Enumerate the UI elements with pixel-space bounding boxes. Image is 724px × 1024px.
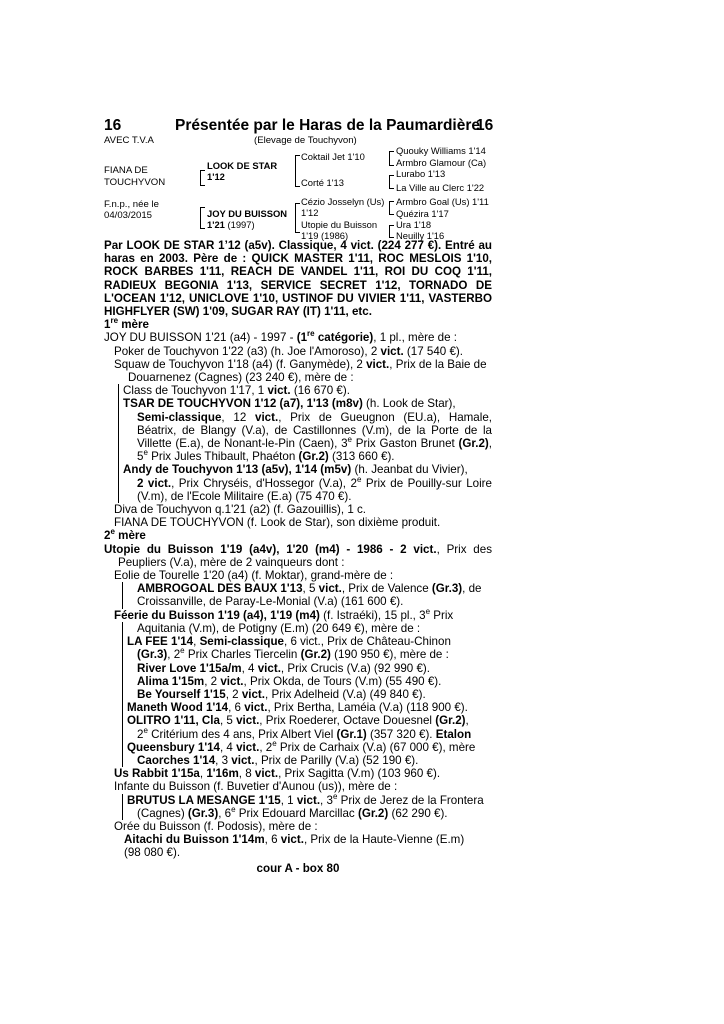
brutus-j: (Gr.2) bbox=[357, 806, 389, 820]
class-c: (16 670 €). bbox=[290, 384, 350, 398]
olitro-k: Etalon bbox=[435, 727, 472, 741]
tsar-d7: , 5 bbox=[137, 437, 492, 464]
olitro-g: 2 bbox=[137, 727, 144, 741]
brutus-g: (Gr.3) bbox=[187, 806, 219, 820]
tsar-d2: , 12 bbox=[221, 410, 256, 424]
tsar-d4: , Prix de Gueugnon (EU.a), Hamale, Béatrix, de Blangy (V.a), de Castillonnes (V.m), de la Porte de la Villette (E.a), de Nonant-le-Pin (Caen), 3 bbox=[137, 410, 493, 451]
ambro-f: , de bbox=[462, 582, 482, 596]
usr-a: Us Rabbit 1'15a bbox=[114, 767, 200, 781]
ggp-1: Quouky Williams 1'14 bbox=[396, 145, 486, 156]
olitro-b: , 5 bbox=[219, 714, 237, 728]
produce-ambrogoal bbox=[127, 582, 492, 595]
feerie-a: Féerie du Buisson 1'19 (a4), 1'19 (m4) bbox=[114, 608, 320, 622]
olitro-i: (Gr.1) bbox=[336, 727, 367, 741]
queen-d: , 2 bbox=[259, 740, 273, 754]
produce-usrabbit bbox=[104, 767, 492, 780]
andy-d1: 2 vict. bbox=[137, 476, 172, 490]
maneth-d: , Prix Bertha, Laméia (V.a) (118 900 €). bbox=[267, 701, 468, 715]
andy-sup: e bbox=[356, 474, 362, 484]
river-b: , 4 bbox=[241, 661, 258, 675]
tsar-b: (h. Look de Star), bbox=[362, 397, 456, 411]
gg-bracket-4 bbox=[389, 225, 394, 238]
lot-number-right: 16 bbox=[476, 117, 494, 134]
dam-parents-bracket bbox=[295, 203, 300, 233]
produce-tsar-details bbox=[123, 411, 492, 464]
caor-c: vict. bbox=[231, 753, 255, 767]
sire-record: 1'12 bbox=[207, 171, 225, 182]
dam-dam: Utopie du Buisson bbox=[301, 219, 378, 230]
alima-a: Alima 1'15m bbox=[137, 674, 205, 688]
tsar-d5: Prix Gaston Brunet bbox=[352, 437, 459, 451]
tsar-a: TSAR DE TOUCHYVON 1'12 (a7), 1'13 (m8v) bbox=[123, 397, 363, 411]
lafee-d: , 6 vict., Prix de Château-Chinon bbox=[284, 635, 451, 649]
andy-a: Andy de Touchyvon 1'13 (a5v), 1'14 (m5v) bbox=[123, 463, 352, 477]
produce-olitro bbox=[127, 714, 492, 727]
first-dam-heading bbox=[104, 318, 492, 331]
caor-a: Caorches 1'14 bbox=[137, 753, 216, 767]
olitro-d: , Prix Roederer, Octave Douesnel bbox=[259, 714, 436, 728]
ggp-7: Ura 1'18 bbox=[396, 219, 432, 230]
bey-b: , 2 bbox=[225, 687, 242, 701]
andy-b: (h. Jeanbat du Vivier), bbox=[351, 463, 468, 477]
horse-birthdate: 04/03/2015 bbox=[104, 210, 153, 221]
box-location: cour A - box 80 bbox=[256, 861, 340, 875]
dam-line-d: , 1 pl., mère de : bbox=[373, 331, 458, 345]
produce-oree: Orée du Buisson (f. Podosis), mère de : bbox=[114, 819, 318, 833]
feerie-c: Prix bbox=[430, 608, 454, 622]
second-dam-num: 2 bbox=[104, 529, 111, 543]
produce-beyourself bbox=[127, 688, 492, 701]
dam-record bbox=[207, 219, 255, 230]
poker-c: (17 540 €). bbox=[403, 344, 463, 358]
produce-squaw bbox=[104, 358, 492, 384]
dam-line-c: catégorie) bbox=[314, 331, 374, 345]
first-dam-word: mère bbox=[121, 318, 149, 332]
river-a: River Love 1'15a/m bbox=[137, 661, 242, 675]
caor-b: , 3 bbox=[215, 753, 232, 767]
lafee-e: (Gr.3) bbox=[137, 648, 168, 662]
produce-aitachi bbox=[104, 833, 492, 846]
produce-queensbury bbox=[127, 738, 492, 754]
produce-feerie-2: Aquitania (V.m), de Potigny (E.m) (20 649 €), mère de : bbox=[137, 621, 421, 635]
aita-c: vict. bbox=[280, 833, 304, 847]
tsar-sup: e bbox=[347, 435, 352, 445]
produce-poker bbox=[104, 345, 492, 358]
usr-c: 1'16m bbox=[206, 767, 239, 781]
alima-c: vict. bbox=[220, 674, 244, 688]
olitro-j: (357 320 €). bbox=[366, 727, 436, 741]
queen-b: , 4 bbox=[219, 740, 237, 754]
brutus-a: BRUTUS LA MESANGE 1'15 bbox=[127, 793, 281, 807]
lafee-b: , bbox=[193, 635, 200, 649]
produce-diva: Diva de Touchyvon q.1'21 (a2) (f. Gazouillis), 1 c. bbox=[114, 503, 367, 517]
lafee-i: (190 950 €), mère de : bbox=[330, 648, 449, 662]
squaw-a: Squaw de Touchyvon 1'18 (a4) (f. Ganymède), 2 bbox=[114, 357, 367, 371]
class-b: vict. bbox=[267, 384, 291, 398]
dam-line-b: (1 bbox=[296, 331, 308, 345]
lafee-f: , 2 bbox=[167, 648, 181, 662]
utopie-a: Utopie du Buisson 1'19 (a4v), 1'20 (m4) - 1986 - 2 vict. bbox=[104, 542, 437, 556]
brutus-h: , 6 bbox=[218, 806, 232, 820]
brutus-i: Prix Edouard Marcillac bbox=[235, 806, 358, 820]
aita-a: Aitachi du Buisson 1'14m bbox=[124, 833, 265, 847]
produce-brutus-2 bbox=[127, 804, 492, 820]
brutus-k: (62 290 €). bbox=[388, 806, 448, 820]
gg-bracket-2 bbox=[389, 175, 394, 189]
produce-maneth bbox=[127, 701, 492, 714]
sire-paragraph: Par LOOK DE STAR 1’12 (a5v). Classique, 4 vict. (224 277 €). Entré au haras en 2003. Père de : QUICK MASTER 1'11, ROC MESLOIS 1'10, ROCK BARBES 1'11, REACH DE VANDEL 1'11, ROI DU COQ 1'11, RADIEUX BEGONIA 1'13, SERVICE SECRET 1'12, TORNADO DE L'OCEAN 1'12, UNICLOVE 1'10, USTINOF DU VIVIER 1'11, VASTERBO HIGHFLYER (SW) 1'09, SUGAR RAY (IT) 1'11, etc. bbox=[104, 239, 492, 319]
tsar-d9: (Gr.2) bbox=[298, 450, 329, 464]
ambro-e: (Gr.3) bbox=[431, 582, 463, 596]
produce-olitro-2 bbox=[127, 725, 492, 741]
queen-c: vict. bbox=[236, 740, 260, 754]
produce-class bbox=[123, 384, 492, 397]
alima-d: , Prix Okda, de Tours (V.m) (55 490 €). bbox=[243, 674, 442, 688]
squaw-b: vict. bbox=[366, 357, 390, 371]
dam-dam-time: 1'19 (1986) bbox=[301, 230, 349, 241]
sire-parents-bracket bbox=[295, 155, 300, 187]
utopie-b: , Prix des Peupliers (V.a), mère de 2 vainqueurs dont : bbox=[118, 542, 492, 569]
olitro-f: , bbox=[465, 714, 469, 728]
horse-name-line1: FIANA DE bbox=[104, 165, 148, 176]
dam-name: JOY DU BUISSON bbox=[207, 208, 288, 219]
sire-dam: Corté 1'13 bbox=[301, 177, 344, 188]
gg-bracket-3 bbox=[389, 201, 394, 215]
maneth-b: , 6 bbox=[228, 701, 245, 715]
dam-sire: Cézio Josselyn (Us) bbox=[301, 196, 385, 207]
ambro-b: , 5 bbox=[302, 582, 319, 596]
produce-eolie: Eolie de Tourelle 1'20 (a4) (f. Moktar), grand-mère de : bbox=[114, 569, 394, 583]
first-dam-sup: re bbox=[110, 316, 119, 326]
class-a: Class de Touchyvon 1'17, 1 bbox=[123, 384, 268, 398]
page-title: Présentée par le Haras de la Paumardière bbox=[175, 117, 480, 134]
ggp-6: Quézira 1'17 bbox=[396, 208, 449, 219]
ambro-a: AMBROGOAL DES BAUX 1'13 bbox=[137, 582, 303, 596]
produce-ambrogoal-2: Croissanville, de Paray-Le-Monial (V.a) (161 600 €). bbox=[137, 595, 404, 609]
river-d: , Prix Crucis (V.a) (92 990 €). bbox=[280, 661, 430, 675]
ggp-5: Armbro Goal (Us) 1'11 bbox=[396, 196, 489, 207]
gg-bracket-1 bbox=[389, 151, 394, 166]
poker-b: vict. bbox=[380, 344, 404, 358]
feerie-produce-block bbox=[122, 622, 492, 767]
ambro-d: , Prix de Valence bbox=[341, 582, 432, 596]
produce-brutus bbox=[127, 791, 492, 807]
olitro-sup: e bbox=[143, 725, 148, 735]
tsar-sup2: e bbox=[143, 448, 148, 458]
queen-e: Prix de Carhaix (V.a) (67 000 €), mère bbox=[276, 740, 476, 754]
brutus-c: vict. bbox=[296, 793, 321, 807]
dam-record-time: 1'21 bbox=[207, 219, 225, 230]
tsar-d10: (313 660 €). bbox=[328, 450, 395, 464]
sire-sire: Coktail Jet 1'10 bbox=[301, 151, 365, 162]
dam-line-sup: re bbox=[307, 329, 315, 339]
usr-f: , Prix Sagitta (V.m) (103 960 €). bbox=[278, 767, 441, 781]
brutus-sup: e bbox=[332, 791, 338, 801]
produce-tsar bbox=[123, 397, 492, 410]
bey-d: , Prix Adelheid (V.a) (49 840 €). bbox=[265, 687, 426, 701]
dam-record-year: (1997) bbox=[227, 219, 255, 230]
brutus-sup2: e bbox=[231, 804, 236, 814]
aita-b: , 6 bbox=[264, 833, 281, 847]
infante-produce-block bbox=[122, 791, 492, 820]
lafee-a: LA FEE 1'14 bbox=[127, 635, 194, 649]
alima-b: , 2 bbox=[204, 674, 221, 688]
dam-bracket bbox=[200, 207, 205, 229]
produce-andy-details bbox=[123, 474, 492, 503]
lot-number-left: 16 bbox=[104, 117, 122, 134]
tsar-d3: vict. bbox=[255, 410, 279, 424]
dam-sire-time: 1'12 bbox=[301, 207, 319, 218]
lafee-g: Prix Charles Tiercelin bbox=[184, 648, 301, 662]
breeder-note: (Elevage de Touchyvon) bbox=[254, 135, 357, 146]
usr-b: , bbox=[199, 767, 207, 781]
squaw-c: , Prix de la Baie de Douarnenez (Cagnes) (23 240 €), mère de : bbox=[128, 357, 487, 385]
dam-line bbox=[104, 331, 492, 344]
queen-a: Queensbury 1'14 bbox=[127, 740, 220, 754]
caor-d: , Prix de Parilly (V.a) (52 190 €). bbox=[254, 753, 419, 767]
feerie-sup: e bbox=[425, 606, 431, 616]
maneth-a: Maneth Wood 1'14 bbox=[127, 701, 229, 715]
first-dam-num: 1 bbox=[104, 318, 111, 332]
second-dam-sup: e bbox=[110, 527, 115, 537]
brutus-f: (Cagnes) bbox=[137, 806, 188, 820]
produce-aitachi-2: (98 080 €). bbox=[124, 846, 181, 860]
andy-d3: Prix de Pouilly-sur Loire (V.m), de l'Ecole Militaire (E.a) (75 470 €). bbox=[137, 476, 492, 503]
tsar-d8: Prix Jules Thibault, Phaéton bbox=[147, 450, 299, 464]
lafee-h: (Gr.2) bbox=[300, 648, 331, 662]
ambro-c: vict. bbox=[318, 582, 342, 596]
produce-lafee-2 bbox=[127, 648, 492, 661]
horse-sex-line: F.n.p., née le bbox=[104, 199, 159, 210]
feerie-b: (f. Istraéki), 15 pl., 3 bbox=[319, 608, 426, 622]
brutus-b: , 1 bbox=[280, 793, 297, 807]
produce-riverlove bbox=[127, 662, 492, 675]
dam-line-a: JOY DU BUISSON 1'21 (a4) - 1997 - bbox=[104, 331, 297, 345]
queen-sup: e bbox=[272, 738, 277, 748]
poker-a: Poker de Touchyvon 1'22 (a3) (h. Joe l'Amoroso), 2 bbox=[114, 344, 381, 358]
lafee-c: Semi-classique bbox=[199, 635, 284, 649]
second-dam-word: mère bbox=[118, 529, 146, 543]
squaw-produce-block bbox=[118, 384, 492, 503]
tsar-d1: Semi-classique bbox=[137, 410, 222, 424]
sire-name: LOOK DE STAR bbox=[207, 160, 278, 171]
olitro-e: (Gr.2) bbox=[435, 714, 466, 728]
aita-d: , Prix de la Haute-Vienne (E.m) bbox=[303, 833, 465, 847]
lafee-sup: e bbox=[180, 646, 185, 656]
produce-fiana: FIANA DE TOUCHYVON (f. Look de Star), son dixième produit. bbox=[114, 516, 441, 530]
river-c: vict. bbox=[257, 661, 281, 675]
tva-note: AVEC T.V.A bbox=[104, 135, 154, 146]
sire-bracket bbox=[200, 170, 205, 186]
tsar-d6: (Gr.2) bbox=[458, 437, 489, 451]
produce-andy bbox=[123, 463, 492, 476]
ggp-2: Armbro Glamour (Ca) bbox=[396, 157, 487, 168]
olitro-h: Critérium des 4 ans, Prix Albert Viel bbox=[147, 727, 337, 741]
catalog-body bbox=[104, 239, 492, 875]
ggp-3: Lurabo 1'13 bbox=[396, 168, 446, 179]
produce-feerie bbox=[104, 606, 492, 622]
ggp-8: Neuilly 1'16 bbox=[396, 230, 445, 241]
bey-c: vict. bbox=[241, 687, 266, 701]
usr-e: vict. bbox=[254, 767, 279, 781]
second-dam-heading bbox=[104, 529, 492, 542]
andy-d2: , Prix Chryséis, d'Hossegor (V.a), 2 bbox=[171, 476, 357, 490]
olitro-c: vict. bbox=[236, 714, 260, 728]
bey-a: Be Yourself 1'15 bbox=[137, 687, 226, 701]
usr-d: , 8 bbox=[238, 767, 255, 781]
brutus-d: , 3 bbox=[320, 793, 333, 807]
second-dam-line bbox=[104, 543, 492, 569]
horse-name-line2: TOUCHYVON bbox=[104, 177, 166, 188]
brutus-e: Prix de Jerez de la Frontera bbox=[337, 793, 484, 807]
produce-caorches bbox=[127, 754, 492, 767]
olitro-a: OLITRO 1'11, Cla bbox=[127, 714, 220, 728]
produce-infante: Infante du Buisson (f. Buvetier d'Aunou (us)), mère de : bbox=[114, 780, 398, 794]
produce-alima bbox=[127, 675, 492, 688]
maneth-c: vict. bbox=[244, 701, 268, 715]
ggp-4: La Ville au Clerc 1'22 bbox=[396, 182, 485, 193]
eolie-produce-block bbox=[122, 582, 492, 608]
